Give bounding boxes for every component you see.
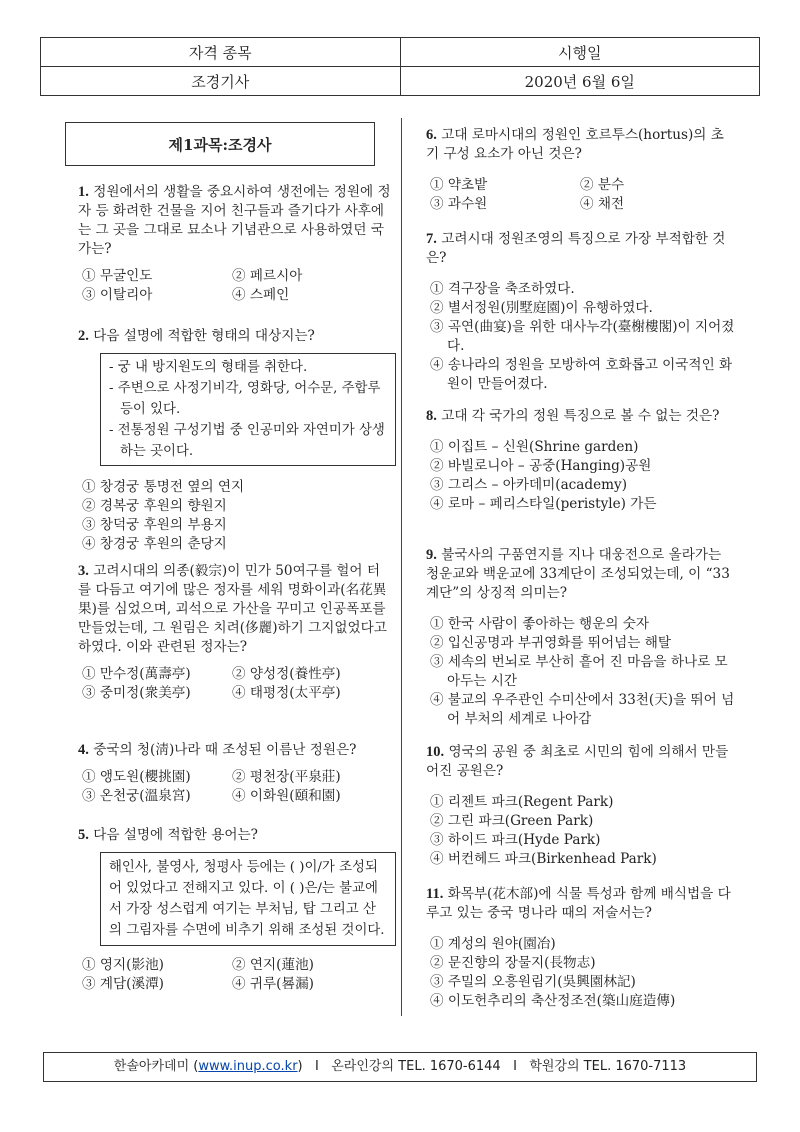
question-9 <box>426 546 736 729</box>
question-number: 7. <box>426 231 437 247</box>
options <box>426 615 736 729</box>
box-line: - 전통정원 구성기법 중 인공미와 자연미가 상생하는 곳이다. <box>109 423 385 459</box>
options <box>78 478 396 554</box>
box-line: - 궁 내 방지원도의 형태를 취한다. <box>109 360 308 375</box>
question-stem: 다음 설명에 적합한 용어는? <box>93 827 258 843</box>
question-8 <box>426 407 736 514</box>
option[interactable]: ③ 곡연(曲宴)을 위한 대사누각(臺榭樓閣)이 지어졌다. <box>430 319 735 354</box>
options <box>78 768 396 806</box>
question-number: 11. <box>426 886 444 902</box>
header-col1-label: 자격 종목 <box>41 38 401 67</box>
question-number: 2. <box>78 328 89 344</box>
option[interactable]: ② 양성정(養性亭) <box>232 666 341 682</box>
website-link[interactable]: www.inup.co.kr <box>198 1059 298 1074</box>
question-stem: 고대 로마시대의 정원인 호르투스(hortus)의 초기 구성 요소가 아닌 것은? <box>426 127 724 162</box>
option[interactable]: ④ 이화원(頤和園) <box>232 788 341 804</box>
option[interactable]: ④ 태평정(太平亭) <box>232 685 341 701</box>
header-col2-label: 시행일 <box>400 38 760 67</box>
footer-prefix: 한솔아카데미 ( <box>113 1059 199 1074</box>
question-stem: 고려시대의 의종(毅宗)이 민가 50여구를 헐어 터를 다듬고 여기에 많은 정자를 세워 명화이과(名花異果)를 심었으며, 괴석으로 가산을 꾸미고 인공폭포를 만들었는데, 그 원림은 치려(侈麗)하기 그지없었다고 하였다. 이와 관련된 정자는? <box>78 563 387 655</box>
option[interactable]: ② 문진향의 장물지(長物志) <box>430 955 596 971</box>
option[interactable]: ② 평천장(平泉莊) <box>232 769 341 785</box>
option[interactable]: ③ 세속의 번뇌로 부산히 흩어 진 마음을 하나로 모아두는 시간 <box>430 654 728 689</box>
option[interactable]: ② 입신공명과 부귀영화를 뛰어넘는 해탈 <box>430 635 671 651</box>
options <box>78 956 396 994</box>
question-stem: 불국사의 구품연지를 지나 대웅전으로 올라가는 청운교와 백운교에 33계단이 조성되었는데, 이 “33계단”의 상징적 의미는? <box>426 547 730 601</box>
option[interactable]: ① 리젠트 파크(Regent Park) <box>430 794 614 810</box>
footer-contact: ) I 온라인강의 TEL. 1670-6144 I 학원강의 TEL. 1670-7113 <box>297 1059 687 1074</box>
header-col2-value: 2020년 6월 6일 <box>400 67 760 96</box>
question-stem: 정원에서의 생활을 중요시하여 생전에는 정원에 정자 등 화려한 건물을 지어 친구들과 즐기다가 사후에는 그 곳을 그대로 묘소나 기념관으로 사용하였던 국가는? <box>78 184 391 257</box>
option[interactable]: ② 페르시아 <box>232 268 303 284</box>
question-4 <box>78 741 396 806</box>
question-number: 8. <box>426 408 437 424</box>
question-5 <box>78 826 396 994</box>
question-number: 10. <box>426 744 445 760</box>
question-10 <box>426 743 736 869</box>
header-col1-value: 조경기사 <box>41 67 401 96</box>
option[interactable]: ④ 채전 <box>580 196 625 212</box>
option[interactable]: ① 앵도원(櫻挑園) <box>82 769 191 785</box>
options <box>426 280 736 394</box>
question-stem: 화목부(花木部)에 식물 특성과 함께 배식법을 다루고 있는 중국 명나라 때의 저술서는? <box>426 886 731 921</box>
option[interactable]: ① 한국 사람이 좋아하는 행운의 숫자 <box>430 616 650 632</box>
question-number: 4. <box>78 742 89 758</box>
option[interactable]: ① 창경궁 통명전 옆의 연지 <box>82 479 245 495</box>
box-text: 해인사, 불영사, 청평사 등에는 ( )이/가 조성되어 있었다고 전해지고 있다. 이 ( )은/는 불교에서 가장 성스럽게 여기는 부처님, 탑 그리고 산의 그림자를 수면에 비추기 위해 조성된 것이다. <box>109 860 385 938</box>
option[interactable]: ③ 계담(溪潭) <box>82 976 164 992</box>
question-number: 3. <box>78 563 89 579</box>
question-stem: 다음 설명에 적합한 형태의 대상지는? <box>93 328 315 344</box>
question-stem: 고려시대 정원조영의 특징으로 가장 부적합한 것은? <box>426 231 726 266</box>
option[interactable]: ③ 창덕궁 후원의 부용지 <box>82 517 227 533</box>
option[interactable]: ④ 로마 – 페리스타일(peristyle) 가든 <box>430 496 657 512</box>
option[interactable]: ① 만수정(萬壽亭) <box>82 666 191 682</box>
info-box <box>100 353 396 466</box>
options <box>78 665 393 703</box>
footer <box>43 1052 757 1082</box>
option[interactable]: ④ 스페인 <box>232 287 290 303</box>
option[interactable]: ③ 중미정(衆美亭) <box>82 685 191 701</box>
option[interactable]: ④ 송나라의 정원을 모방하여 호화롭고 이국적인 화원이 만들어졌다. <box>430 357 733 392</box>
option[interactable]: ③ 온천궁(溫泉宮) <box>82 788 191 804</box>
question-7 <box>426 230 736 394</box>
options <box>426 438 736 514</box>
option[interactable]: ① 격구장을 축조하였다. <box>430 281 575 297</box>
question-6 <box>426 126 736 214</box>
option[interactable]: ③ 주밀의 오흥원림기(吳興園林記) <box>430 974 636 990</box>
option[interactable]: ③ 하이드 파크(Hyde Park) <box>430 832 601 848</box>
question-3 <box>78 562 393 703</box>
option[interactable]: ① 계성의 원야(園冶) <box>430 936 556 952</box>
option[interactable]: ② 바빌로니아 – 공중(Hanging)공원 <box>430 458 652 474</box>
question-number: 6. <box>426 127 437 143</box>
option[interactable]: ① 영지(影池) <box>82 957 164 973</box>
question-1 <box>78 183 393 305</box>
question-stem: 고대 각 국가의 정원 특징으로 볼 수 없는 것은? <box>441 408 720 424</box>
box-line: - 주변으로 사정기비각, 영화당, 어수문, 주합루 등이 있다. <box>109 381 381 417</box>
left-column <box>78 118 396 166</box>
option[interactable]: ③ 그리스 – 아카데미(academy) <box>430 477 628 493</box>
option[interactable]: ① 무굴인도 <box>82 268 153 284</box>
options <box>426 935 736 1011</box>
option[interactable]: ④ 버컨헤드 파크(Birkenhead Park) <box>430 851 657 867</box>
option[interactable]: ③ 과수원 <box>430 196 488 212</box>
info-box <box>100 852 396 946</box>
subject-title: 제1과목:조경사 <box>65 122 375 166</box>
option[interactable]: ① 약초밭 <box>430 177 488 193</box>
question-number: 5. <box>78 827 89 843</box>
option[interactable]: ④ 이도헌추리의 축산정조전(築山庭造傳) <box>430 993 676 1009</box>
options <box>426 793 736 869</box>
header-table <box>40 37 760 96</box>
option[interactable]: ② 그린 파크(Green Park) <box>430 813 594 829</box>
option[interactable]: ① 이집트 – 신원(Shrine garden) <box>430 439 639 455</box>
question-number: 9. <box>426 547 437 563</box>
option[interactable]: ④ 불교의 우주관인 수미산에서 33천(天)을 뛰어 넘어 부처의 세계로 나아감 <box>430 692 735 727</box>
option[interactable]: ③ 이탈리아 <box>82 287 153 303</box>
column-divider <box>401 118 402 1016</box>
options <box>78 267 393 305</box>
question-2 <box>78 327 396 554</box>
option[interactable]: ② 분수 <box>580 177 625 193</box>
option[interactable]: ② 경복궁 후원의 향원지 <box>82 498 227 514</box>
option[interactable]: ④ 창경궁 후원의 춘당지 <box>82 536 227 552</box>
question-11 <box>426 885 736 1011</box>
option[interactable]: ④ 귀루(晷漏) <box>232 976 314 992</box>
question-stem: 중국의 청(淸)나라 때 조성된 이름난 정원은? <box>93 742 357 758</box>
option[interactable]: ② 별서정원(別墅庭園)이 유행하였다. <box>430 300 653 316</box>
option[interactable]: ② 연지(蓮池) <box>232 957 314 973</box>
question-number: 1. <box>78 184 89 200</box>
options <box>426 176 736 214</box>
question-stem: 영국의 공원 중 최초로 시민의 힘에 의해서 만들어진 공원은? <box>426 744 729 779</box>
